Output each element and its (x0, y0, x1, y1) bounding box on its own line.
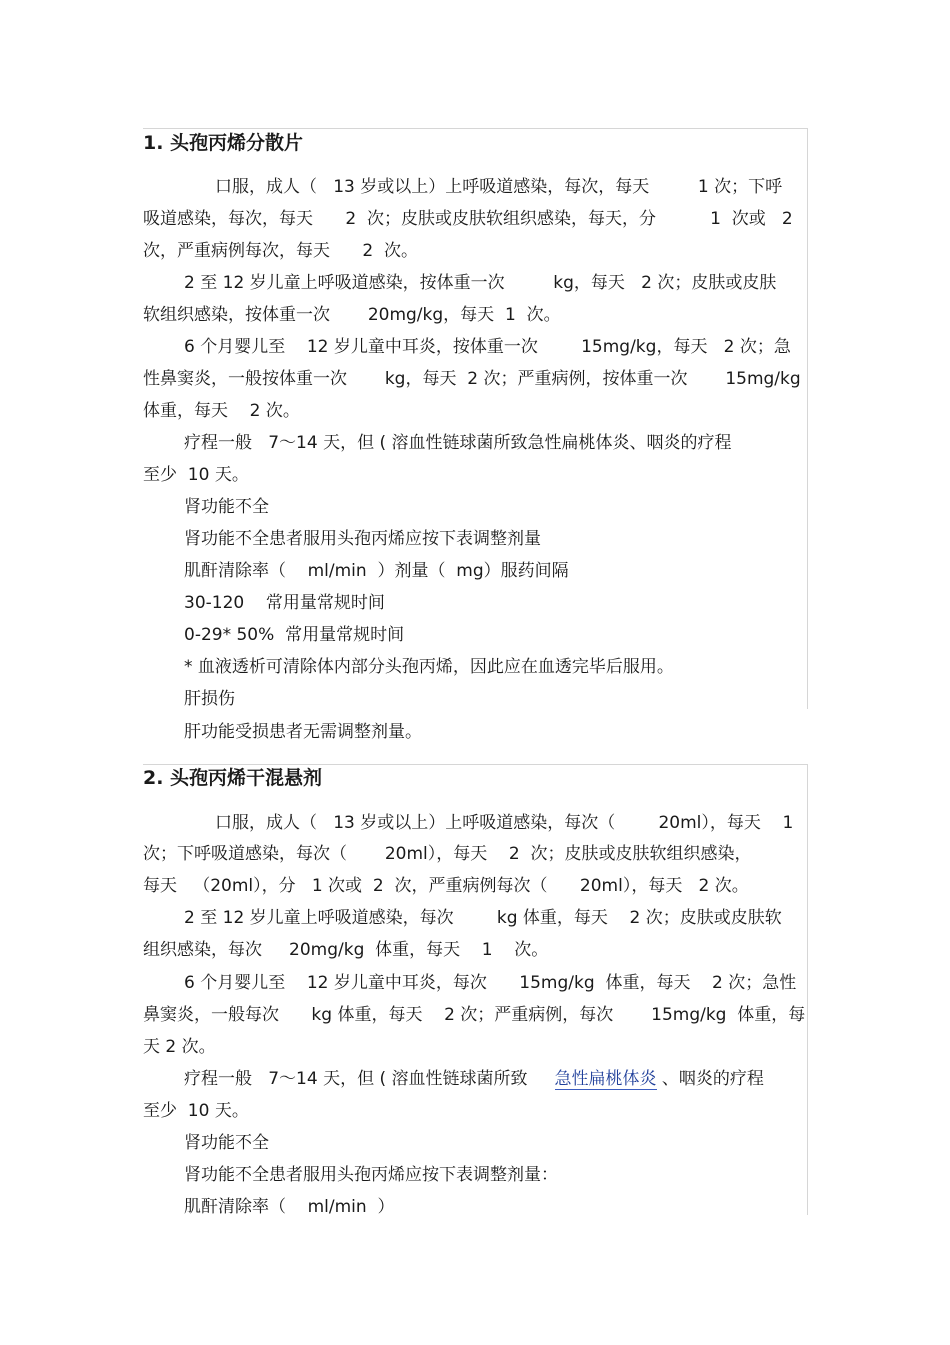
section-2-line: 鼻窦炎，一般每次 kg 体重，每天 2 次；严重病例，每次 15mg/kg 体重，每 (143, 1005, 806, 1025)
section-1-table-header: 肌酐清除率（ ml/min ）剂量（ mg）服药间隔 (184, 561, 569, 581)
section-1-line: 至少 10 天。 (143, 465, 249, 485)
section-1-line: 疗程一般 7～14 天，但 ( 溶血性链球菌所致急性扁桃体炎、咽炎的疗程 (184, 433, 732, 453)
section-2-line: 天 2 次。 (143, 1037, 216, 1057)
section-1-line: 口服，成人（ 13 岁或以上）上呼吸道感染，每次，每天 1 次；下呼 (215, 177, 783, 197)
section-1-table-row: 0-29* 50% 常用量常规时间 (184, 625, 405, 645)
section-1-footnote: * 血液透析可清除体内部分头孢丙烯，因此应在血透完毕后服用。 (184, 657, 674, 677)
section-1-line: 软组织感染，按体重一次 20mg/kg，每天 1 次。 (143, 305, 561, 325)
tonsillitis-link[interactable]: 急性扁桃体炎 (554, 1069, 657, 1089)
section-2-line: 6 个月婴儿至 12 岁儿童中耳炎，每次 15mg/kg 体重，每天 2 次；急性 (184, 973, 797, 993)
section-2-line: 口服，成人（ 13 岁或以上）上呼吸道感染，每次（ 20ml），每天 1 (215, 813, 794, 833)
section-2-table-header: 肌酐清除率（ ml/min ） (184, 1197, 395, 1217)
section-1-subheading: 肾功能不全 (184, 497, 269, 517)
section-1-title: 1. 头孢丙烯分散片 (143, 132, 304, 154)
section-2-line-text: 、咽炎的疗程 (656, 1069, 764, 1089)
section-1-line: 次，严重病例每次，每天 2 次。 (143, 241, 419, 261)
section-1-subheading: 肝损伤 (184, 689, 235, 709)
section-2-line: 至少 10 天。 (143, 1101, 249, 1121)
section-2-line: 组织感染，每次 20mg/kg 体重，每天 1 次。 (143, 940, 549, 960)
section-1-line: 肝功能受损患者无需调整剂量。 (184, 722, 422, 742)
section-1-line: 吸道感染，每次，每天 2 次；皮肤或皮肤软组织感染，每天，分 1 次或 2 (143, 209, 793, 229)
section-2-line: 2 至 12 岁儿童上呼吸道感染，每次 kg 体重，每天 2 次；皮肤或皮肤软 (184, 908, 782, 928)
section-1-table-row: 30-120 常用量常规时间 (184, 593, 385, 613)
section-1-line: 2 至 12 岁儿童上呼吸道感染，按体重一次 kg，每天 2 次；皮肤或皮肤 (184, 273, 777, 293)
section-2-line (184, 1068, 764, 1090)
section-2-line-text: 疗程一般 7～14 天，但 ( 溶血性链球菌所致 (184, 1069, 555, 1089)
section-2-line: 次；下呼吸道感染，每次（ 20ml），每天 2 次；皮肤或皮肤软组织感染， (143, 844, 752, 864)
section-1-line: 性鼻窦炎，一般按体重一次 kg，每天 2 次；严重病例，按体重一次 15mg/kg (143, 369, 801, 389)
section-1-line: 6 个月婴儿至 12 岁儿童中耳炎，按体重一次 15mg/kg，每天 2 次；急 (184, 337, 791, 357)
section-2-subheading: 肾功能不全 (184, 1133, 269, 1153)
section-1-line: 肾功能不全患者服用头孢丙烯应按下表调整剂量 (184, 529, 541, 549)
section-2-title: 2. 头孢丙烯干混悬剂 (143, 767, 323, 789)
section-2-line: 肾功能不全患者服用头孢丙烯应按下表调整剂量： (184, 1165, 558, 1185)
section-2-line: 每天 （20ml），分 1 次或 2 次，严重病例每次（ 20ml），每天 2 次。 (143, 876, 749, 896)
section-1-line: 体重，每天 2 次。 (143, 401, 300, 421)
